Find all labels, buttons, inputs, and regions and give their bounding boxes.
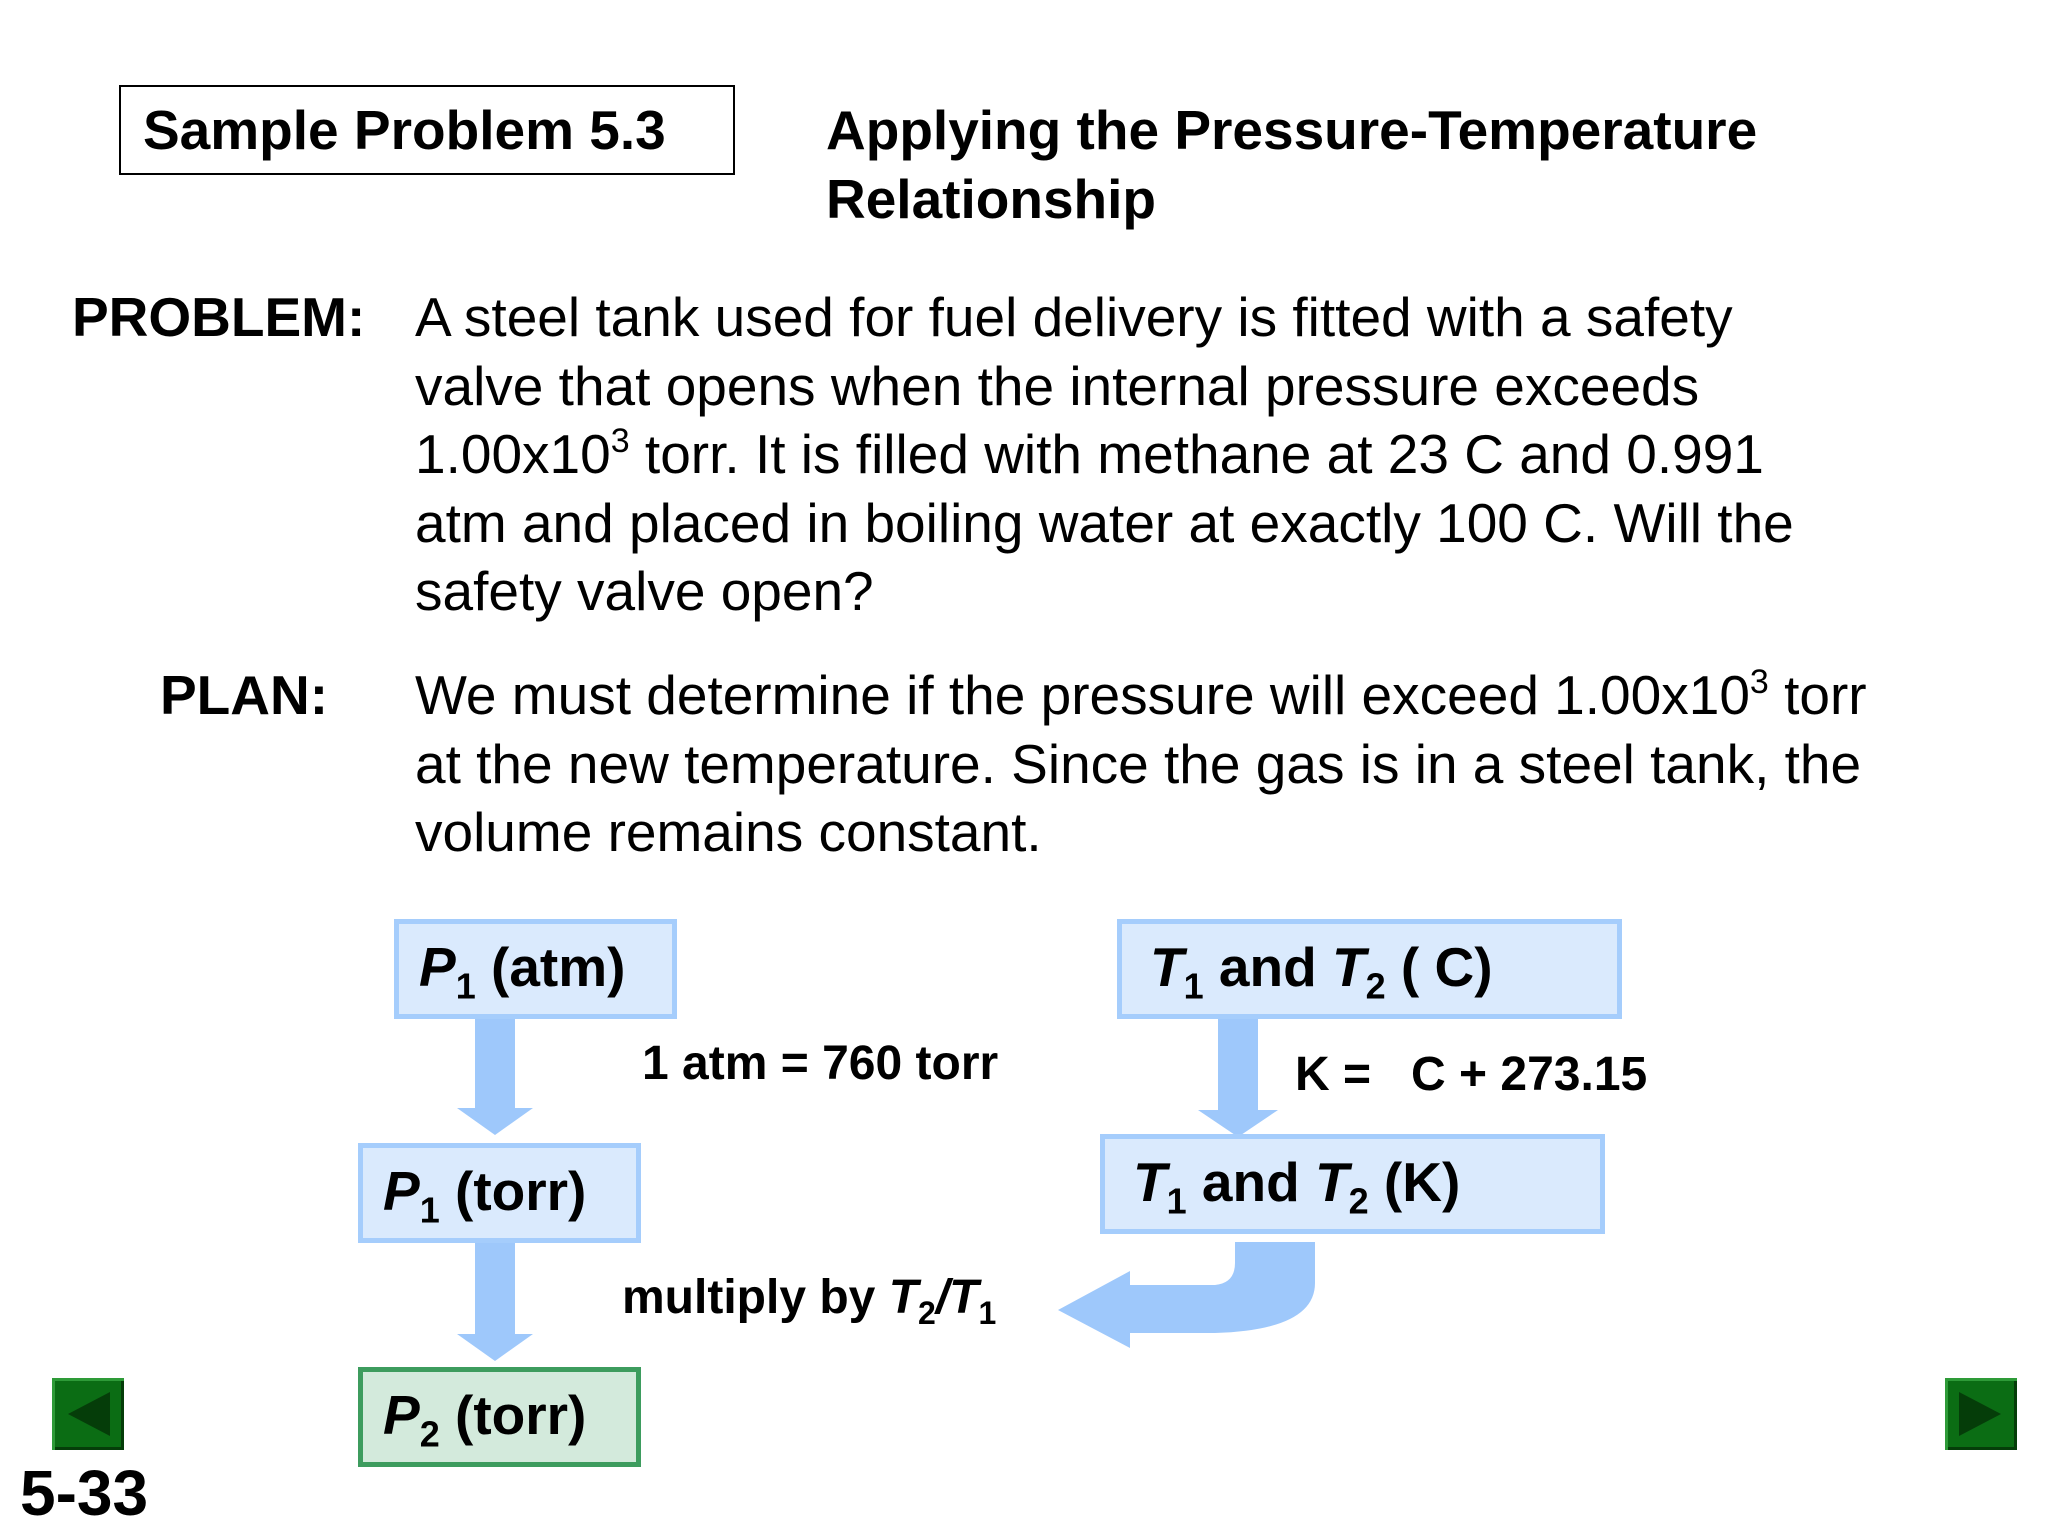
multiply-sub2: 2 bbox=[918, 1295, 936, 1332]
plan-exponent: 3 bbox=[1749, 662, 1769, 701]
next-slide-button[interactable] bbox=[1945, 1378, 2017, 1450]
arrow-left-icon bbox=[52, 1378, 124, 1450]
p2-torr-sub: 2 bbox=[419, 1413, 440, 1455]
box-t-celsius bbox=[1117, 919, 1622, 1019]
tc-sub2: 2 bbox=[1365, 965, 1386, 1007]
page-title-line-1: Applying the Pressure-Temperature bbox=[826, 99, 1758, 161]
problem-exponent: 3 bbox=[610, 421, 630, 460]
box-p2-torr bbox=[358, 1367, 641, 1467]
multiply-t1: T bbox=[949, 1271, 979, 1324]
page-title-line-2: Relationship bbox=[826, 168, 1157, 230]
p1-atm-unit: (atm) bbox=[475, 936, 626, 998]
problem-line-1: A steel tank used for fuel delivery is fitted with a safety bbox=[415, 286, 1733, 348]
p1-atm-var: P bbox=[419, 936, 456, 998]
arrow-p1atm-to-p1torr bbox=[457, 1018, 533, 1135]
plan-line-2: at the new temperature. Since the gas is in a steel tank, the bbox=[415, 732, 1862, 795]
p1-atm-sub: 1 bbox=[455, 965, 476, 1007]
tk-sub1: 1 bbox=[1166, 1180, 1187, 1222]
tc-unit: ( C) bbox=[1385, 936, 1493, 998]
p2-torr-unit: (torr) bbox=[439, 1384, 587, 1446]
multiply-ratio-label bbox=[622, 1268, 997, 1332]
multiply-sub1: 1 bbox=[978, 1295, 997, 1332]
problem-line-3-a: 1.00x10 bbox=[415, 423, 611, 485]
problem-line-5: safety valve open? bbox=[415, 560, 874, 622]
tk-var1: T bbox=[1133, 1151, 1167, 1213]
multiply-text: multiply by bbox=[622, 1271, 889, 1324]
plan-label: PLAN: bbox=[160, 664, 329, 726]
p2-torr-var: P bbox=[383, 1384, 420, 1446]
multiply-t2: T bbox=[888, 1271, 919, 1324]
tc-var1: T bbox=[1150, 936, 1184, 998]
previous-slide-button[interactable] bbox=[52, 1378, 124, 1450]
page-number: 5-33 bbox=[20, 1457, 149, 1529]
p1-torr-sub: 1 bbox=[419, 1189, 440, 1231]
tk-unit: (K) bbox=[1368, 1151, 1461, 1213]
multiply-slash: / bbox=[935, 1271, 950, 1324]
p1-torr-var: P bbox=[383, 1160, 420, 1222]
problem-line-3-b: torr. It is filled with methane at 23 C and 0.991 bbox=[629, 423, 1764, 485]
tk-mid: and bbox=[1186, 1151, 1315, 1213]
tk-sub2: 2 bbox=[1348, 1180, 1369, 1222]
tk-var2: T bbox=[1314, 1151, 1349, 1213]
p1-torr-unit: (torr) bbox=[439, 1160, 587, 1222]
box-p1-atm bbox=[394, 919, 677, 1019]
plan-line-1-a: We must determine if the pressure will exceed 1.00x10 bbox=[415, 664, 1750, 726]
arrow-p1torr-to-p2torr bbox=[457, 1242, 533, 1361]
problem-line-4: atm and placed in boiling water at exactly 100 C. Will the bbox=[415, 491, 1794, 554]
sample-problem-label: Sample Problem 5.3 bbox=[143, 99, 666, 161]
problem-line-2: valve that opens when the internal pressure exceeds bbox=[415, 354, 1700, 417]
tc-sub1: 1 bbox=[1183, 965, 1204, 1007]
arrow-tc-to-tk bbox=[1198, 1018, 1278, 1137]
problem-label: PROBLEM: bbox=[72, 286, 366, 348]
box-t-kelvin bbox=[1100, 1134, 1605, 1234]
arrow-tk-to-multiply bbox=[1058, 1242, 1315, 1348]
box-p1-torr bbox=[358, 1143, 641, 1243]
plan-line-3: volume remains constant. bbox=[415, 801, 1042, 863]
arrow-right-icon bbox=[1945, 1378, 2017, 1450]
conversion-kelvin: K = C + 273.15 bbox=[1295, 1048, 1648, 1101]
tc-mid: and bbox=[1203, 936, 1332, 998]
plan-line-1-b: torr bbox=[1768, 664, 1867, 726]
tc-var2: T bbox=[1331, 936, 1366, 998]
conversion-atm-torr: 1 atm = 760 torr bbox=[642, 1037, 999, 1090]
